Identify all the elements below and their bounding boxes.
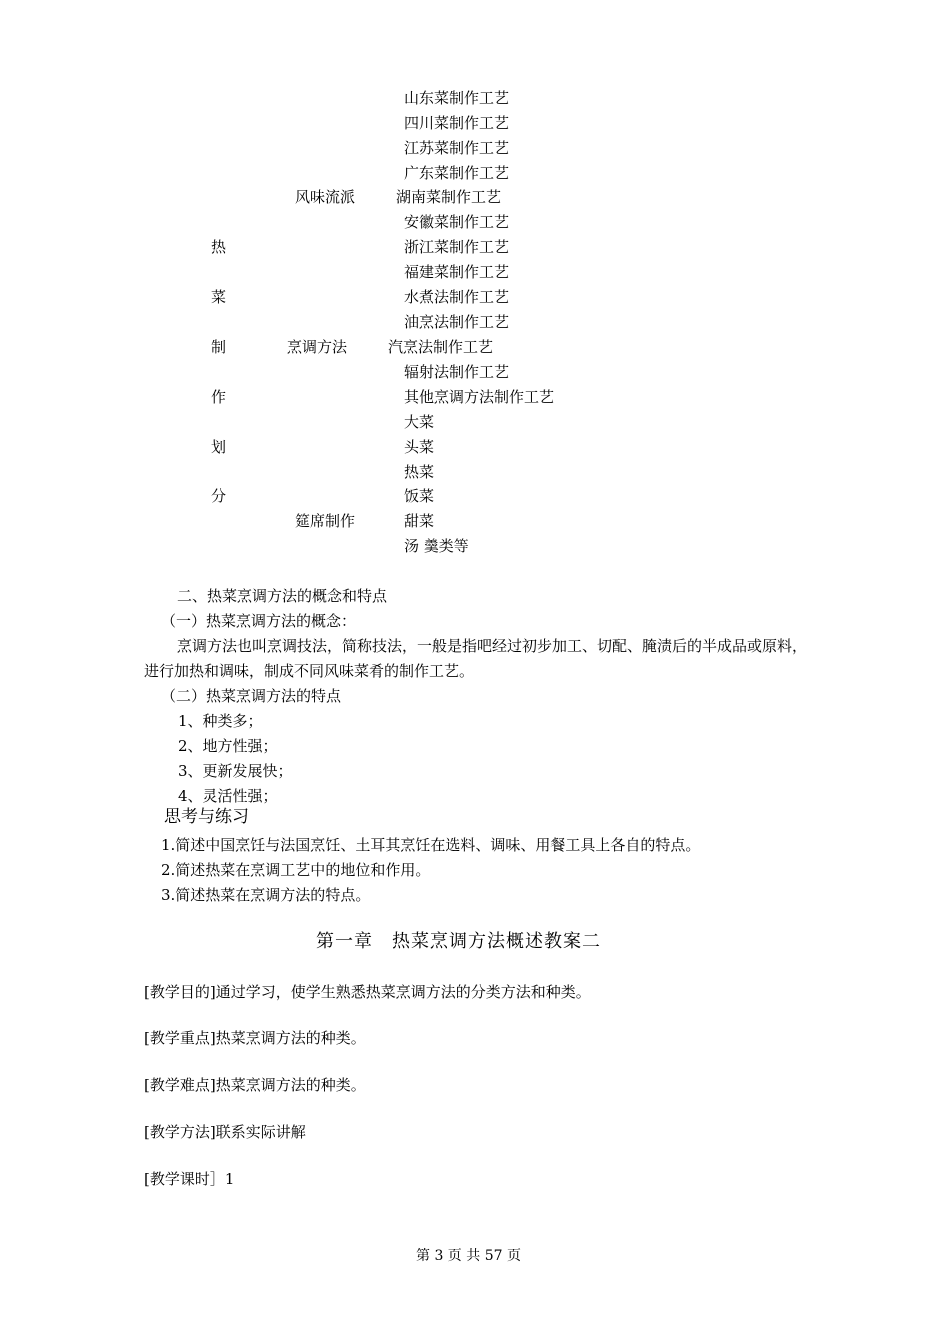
list-item: 江苏菜制作工艺 <box>404 139 510 157</box>
list-item: 头菜 <box>404 438 435 456</box>
list-item: 浙江菜制作工艺 <box>404 238 510 256</box>
list-item: 福建菜制作工艺 <box>404 263 510 281</box>
feature-item: 4、灵活性强； <box>178 787 278 805</box>
section-heading: 二、热菜烹调方法的概念和特点 <box>177 587 388 605</box>
list-item: 水煮法制作工艺 <box>404 288 510 306</box>
list-item: 辐射法制作工艺 <box>404 363 510 381</box>
root-char: 热 <box>211 238 227 256</box>
list-item: 安徽菜制作工艺 <box>404 213 510 231</box>
list-item: 甜菜 <box>404 512 435 530</box>
page-number: 第 3 页 共 57 页 <box>416 1248 521 1264</box>
list-item: 油烹法制作工艺 <box>404 313 510 331</box>
exercise-item: 2.简述热菜在烹调工艺中的地位和作用。 <box>161 861 431 879</box>
sub-heading-features: （二）热菜烹调方法的特点 <box>161 687 342 705</box>
root-char: 制 <box>211 338 227 356</box>
sub-heading-concept: （一）热菜烹调方法的概念： <box>161 612 357 630</box>
teaching-method: [教学方法]联系实际讲解 <box>144 1123 306 1141</box>
list-item: 热菜 <box>404 463 435 481</box>
group-label-flavor: 风味流派 <box>295 188 356 206</box>
list-item: 饭菜 <box>404 487 435 505</box>
feature-item: 2、地方性强； <box>178 737 278 755</box>
feature-item: 3、更新发展快； <box>178 762 293 780</box>
teaching-objective: [教学目的]通过学习，使学生熟悉热菜烹调方法的分类方法和种类。 <box>144 983 591 1001</box>
list-item: 大菜 <box>404 413 435 431</box>
exercises-heading: 思考与练习 <box>164 807 249 827</box>
teaching-difficulty: [教学难点]热菜烹调方法的种类。 <box>144 1076 366 1094</box>
group-label-method: 烹调方法 <box>287 338 348 356</box>
list-item: 其他烹调方法制作工艺 <box>404 388 555 406</box>
list-item: 汽烹法制作工艺 <box>388 338 494 356</box>
root-char: 分 <box>211 487 227 505</box>
list-item: 广东菜制作工艺 <box>404 164 510 182</box>
concept-paragraph: 烹调方法也叫烹调技法，简称技法，一般是指吧经过初步加工、切配、腌渍后的半成品或原料，进行加热和调味，制成不同风味菜肴的制作工艺。 <box>144 637 808 680</box>
group-label-banquet: 筵席制作 <box>295 512 356 530</box>
root-char: 作 <box>211 388 227 406</box>
feature-item: 1、种类多； <box>178 712 263 730</box>
list-item: 山东菜制作工艺 <box>404 89 510 107</box>
root-char: 菜 <box>211 288 227 306</box>
exercise-item: 3.简述热菜在烹调方法的特点。 <box>161 886 371 904</box>
list-item: 四川菜制作工艺 <box>404 114 510 132</box>
root-char: 划 <box>211 438 227 456</box>
teaching-hours: [教学课时］1 <box>144 1170 235 1188</box>
list-item: 湖南菜制作工艺 <box>396 188 502 206</box>
list-item: 汤 羹类等 <box>404 537 469 555</box>
chapter-title: 第一章 热菜烹调方法概述教案二 <box>316 931 601 952</box>
teaching-key-point: [教学重点]热菜烹调方法的种类。 <box>144 1029 366 1047</box>
exercise-item: 1.简述中国烹饪与法国烹饪、土耳其烹饪在选料、调味、用餐工具上各自的特点。 <box>161 836 701 854</box>
